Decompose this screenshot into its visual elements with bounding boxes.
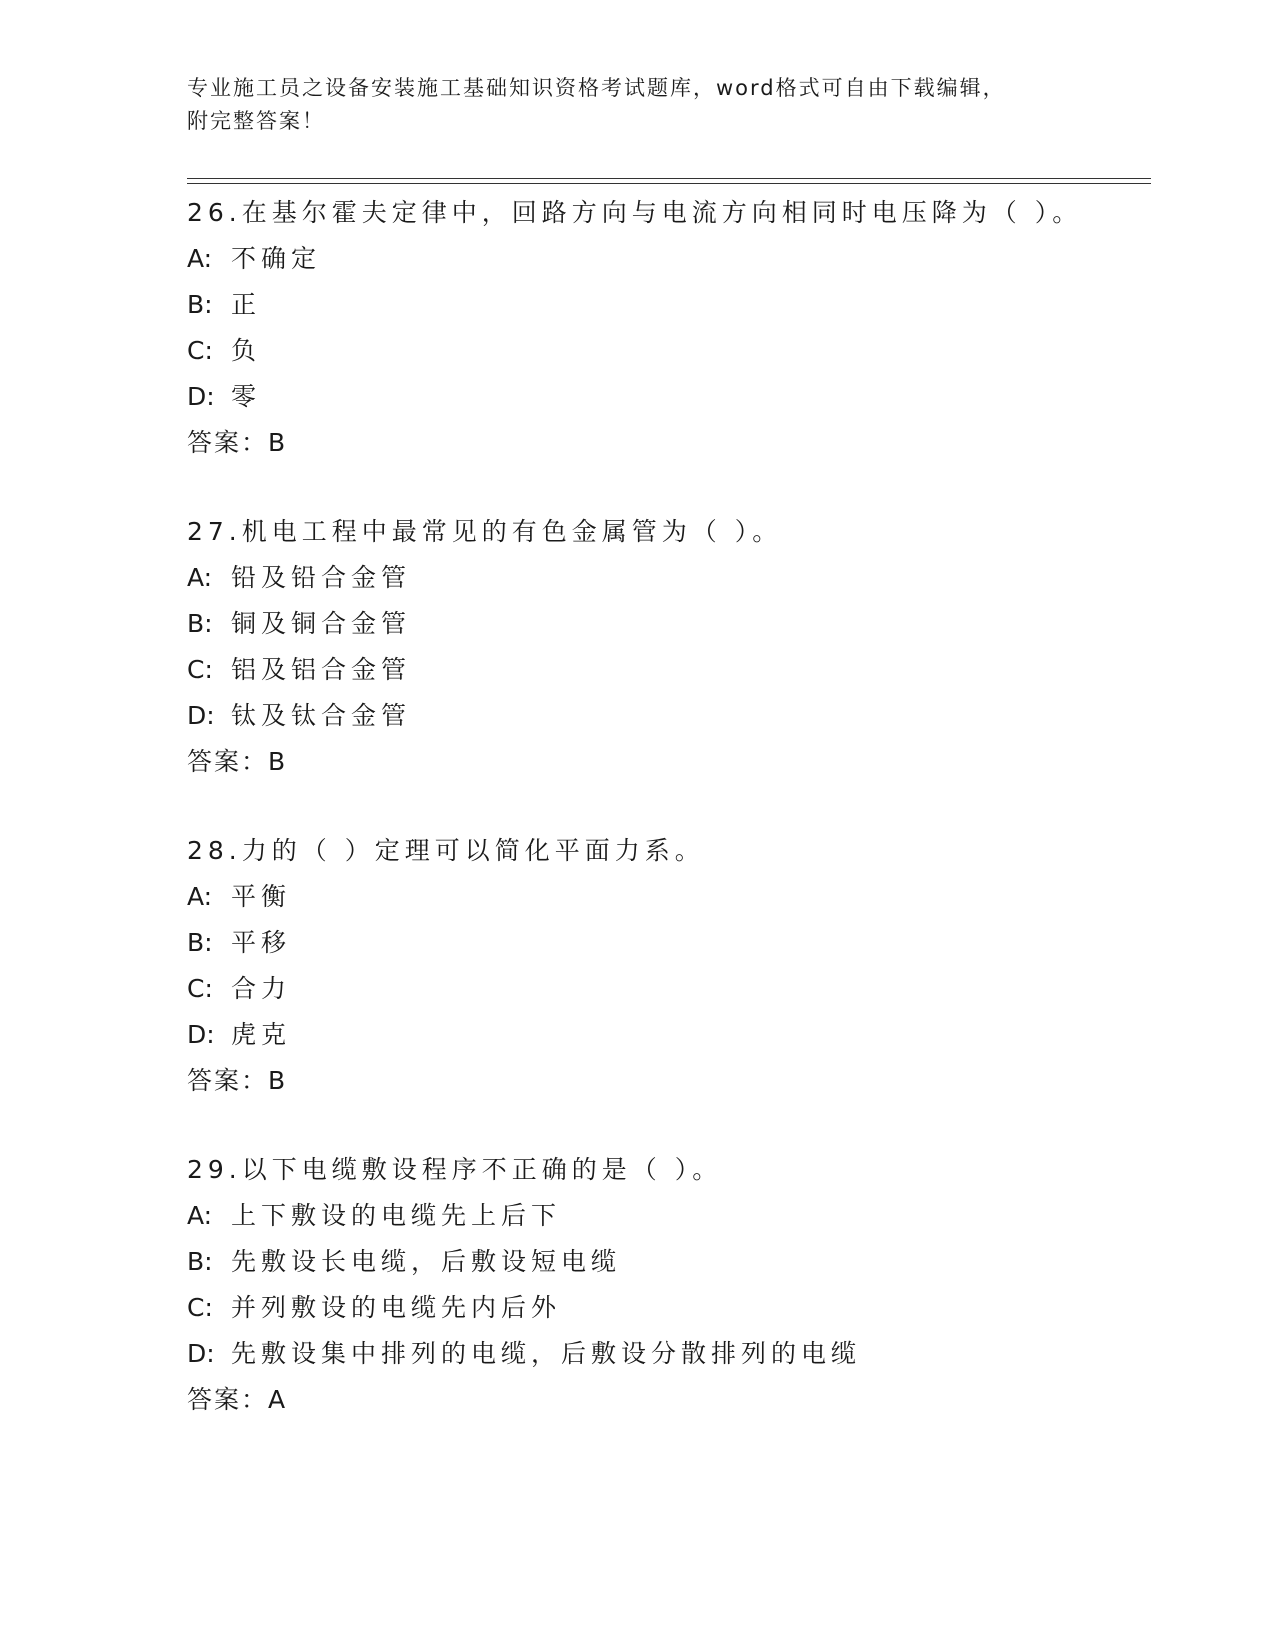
option-text: 并列敷设的电缆先内后外 (231, 1293, 562, 1322)
option-letter: D: (187, 701, 215, 730)
option-a (187, 236, 1147, 282)
option-b (187, 601, 1147, 647)
question-stem: 29.以下电缆敷设程序不正确的是（ ）。 (187, 1155, 723, 1184)
option-letter: B: (187, 1247, 213, 1276)
option-text: 平移 (231, 928, 292, 957)
question-stem: 27.机电工程中最常见的有色金属管为（ ）。 (187, 517, 783, 546)
option-a (187, 874, 1147, 920)
option-text: 上下敷设的电缆先上后下 (231, 1201, 562, 1230)
question-27 (187, 509, 1147, 785)
option-c (187, 328, 1147, 374)
option-text: 虎克 (231, 1020, 292, 1049)
option-c (187, 1285, 1147, 1331)
header-line-1: 专业施工员之设备安装施工基础知识资格考试题库，word格式可自由下载编辑， (187, 76, 1006, 100)
answer-line: 答案：B (187, 747, 288, 776)
option-a (187, 555, 1147, 601)
header-line-2: 附完整答案！ (187, 109, 325, 133)
option-text: 不确定 (231, 244, 322, 273)
answer-line: 答案：B (187, 428, 288, 457)
option-d (187, 374, 1147, 420)
option-text: 负 (231, 336, 262, 365)
option-letter: D: (187, 1020, 215, 1049)
option-letter: A: (187, 1201, 213, 1230)
option-text: 先敷设长电缆，后敷设短电缆 (231, 1247, 622, 1276)
option-letter: B: (187, 609, 213, 638)
option-text: 铜及铜合金管 (231, 609, 412, 638)
question-26 (187, 190, 1147, 466)
header-divider-bottom (187, 183, 1151, 184)
option-letter: C: (187, 1293, 213, 1322)
option-letter: D: (187, 382, 215, 411)
option-b (187, 282, 1147, 328)
option-d (187, 1012, 1147, 1058)
question-list (187, 190, 1147, 1466)
option-text: 正 (231, 290, 262, 319)
option-text: 铅及铅合金管 (231, 563, 412, 592)
option-c (187, 966, 1147, 1012)
option-letter: A: (187, 244, 213, 273)
option-d (187, 1331, 1147, 1377)
option-text: 钛及钛合金管 (231, 701, 412, 730)
option-text: 铝及铝合金管 (231, 655, 412, 684)
option-b (187, 920, 1147, 966)
option-text: 先敷设集中排列的电缆，后敷设分散排列的电缆 (231, 1339, 862, 1368)
option-letter: A: (187, 563, 213, 592)
answer-line: 答案：A (187, 1385, 288, 1414)
question-29 (187, 1147, 1147, 1423)
option-letter: A: (187, 882, 213, 911)
question-stem: 28.力的（ ）定理可以简化平面力系。 (187, 836, 705, 865)
header-divider-top (187, 178, 1151, 179)
option-text: 合力 (231, 974, 292, 1003)
option-letter: C: (187, 974, 213, 1003)
option-letter: B: (187, 290, 213, 319)
option-letter: D: (187, 1339, 215, 1368)
option-letter: B: (187, 928, 213, 957)
answer-line: 答案：B (187, 1066, 288, 1095)
option-d (187, 693, 1147, 739)
option-a (187, 1193, 1147, 1239)
option-letter: C: (187, 655, 213, 684)
option-letter: C: (187, 336, 213, 365)
question-stem: 26.在基尔霍夫定律中，回路方向与电流方向相同时电压降为（ ）。 (187, 198, 1083, 227)
option-c (187, 647, 1147, 693)
option-b (187, 1239, 1147, 1285)
option-text: 平衡 (231, 882, 292, 911)
question-28 (187, 828, 1147, 1104)
option-text: 零 (231, 382, 262, 411)
document-header (187, 72, 1087, 138)
